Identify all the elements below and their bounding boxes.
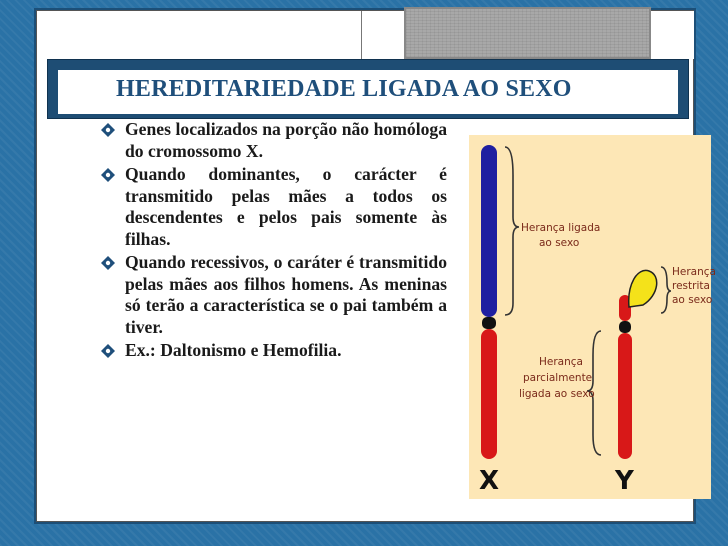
y-chromosome-lower-segment xyxy=(618,333,632,459)
label-linked-1: Herança ligada xyxy=(521,222,601,234)
bullet-item xyxy=(85,164,447,250)
bullet-item xyxy=(85,252,447,338)
title-box xyxy=(58,70,678,114)
diamond-bullet-icon xyxy=(101,168,115,182)
y-chromosome-label: Y xyxy=(615,466,634,496)
bullet-text: Ex.: Daltonismo e Hemofilia. xyxy=(125,340,342,360)
x-chromosome-red-segment xyxy=(481,329,497,459)
title-bar xyxy=(47,59,689,119)
label-partial-2: parcialmente xyxy=(523,372,593,384)
chromosome-diagram xyxy=(469,135,716,499)
bullet-text: Quando dominantes, o carácter é transmitido pelas mães a todos os descendentes e pelos pais somente às filhas. xyxy=(125,164,447,249)
label-restricted-2: restrita xyxy=(672,280,710,292)
bullet-item xyxy=(85,119,447,162)
x-chromosome-centromere xyxy=(482,317,496,329)
x-chromosome-blue-segment xyxy=(481,145,497,317)
slide xyxy=(36,10,716,522)
x-chromosome-label: X xyxy=(479,466,500,496)
bullet-text: Quando recessivos, o caráter é transmitido pelas mães aos filhos homens. As meninas só terão a característica se o pai também a tiver. xyxy=(125,252,447,337)
bullet-text: Genes localizados na porção não homóloga do cromossomo X. xyxy=(125,119,447,161)
chromosome-figure xyxy=(469,135,716,499)
bullet-list xyxy=(85,119,447,364)
slide-title: HEREDITARIEDADE LIGADA AO SEXO xyxy=(116,76,572,102)
label-linked-2: ao sexo xyxy=(539,237,580,249)
label-partial-1: Herança xyxy=(539,356,583,368)
label-restricted-3: ao sexo xyxy=(672,294,713,306)
header-image xyxy=(404,7,651,59)
bullet-item xyxy=(85,340,447,362)
diamond-bullet-icon xyxy=(101,256,115,270)
diamond-bullet-icon xyxy=(101,344,115,358)
diamond-bullet-icon xyxy=(101,123,115,137)
y-restricted-region xyxy=(629,270,657,307)
brace-restricted xyxy=(661,267,671,313)
brace-linked xyxy=(505,147,519,315)
label-restricted-1: Herança xyxy=(672,266,716,278)
y-chromosome-centromere xyxy=(619,321,631,333)
label-partial-3: ligada ao sexo xyxy=(519,388,595,400)
header-image-frame xyxy=(361,11,694,59)
